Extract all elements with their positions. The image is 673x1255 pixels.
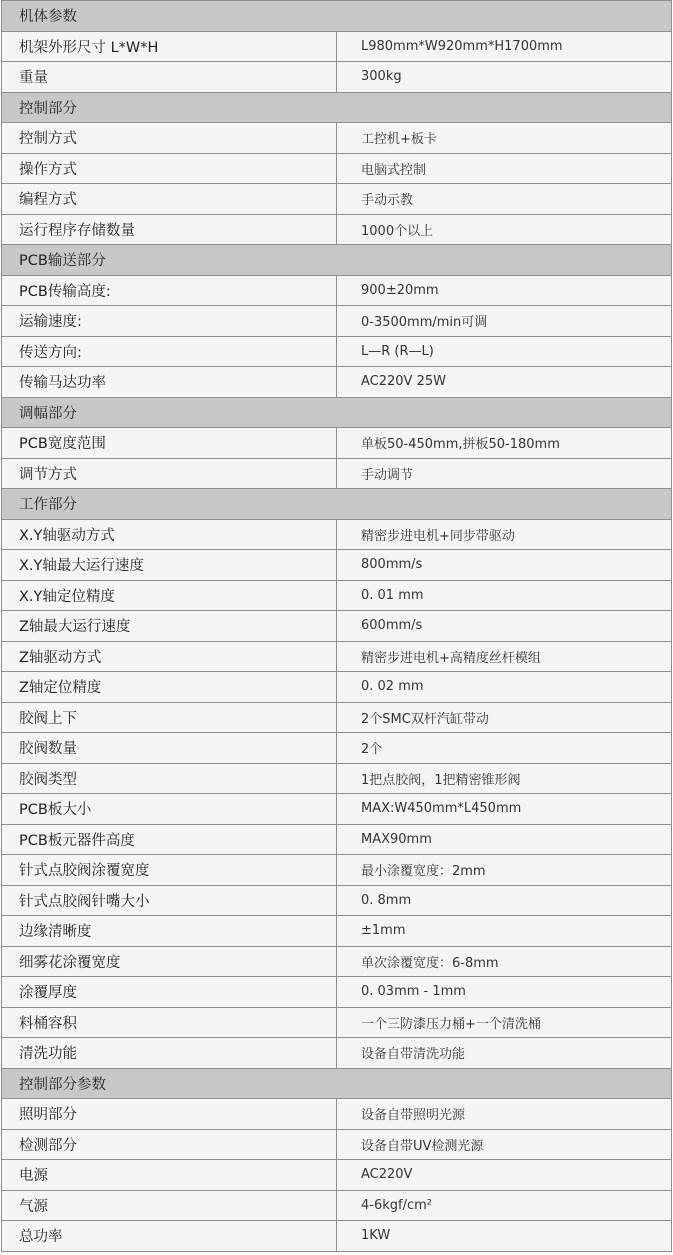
spec-label: 针式点胶阀针嘴大小 xyxy=(2,885,337,916)
section-header-row xyxy=(2,92,672,123)
spec-row xyxy=(2,62,672,93)
spec-label: 涂覆厚度 xyxy=(2,977,337,1008)
spec-label: PCB传输高度: xyxy=(2,275,337,306)
spec-row xyxy=(2,1221,672,1252)
spec-row xyxy=(2,367,672,398)
spec-label: PCB板大小 xyxy=(2,794,337,825)
spec-value: 900±20mm xyxy=(337,275,672,306)
spec-row xyxy=(2,733,672,764)
spec-label: 边缘清晰度 xyxy=(2,916,337,947)
spec-label: 操作方式 xyxy=(2,153,337,184)
spec-value: AC220V 25W xyxy=(337,367,672,398)
spec-label: 运输速度: xyxy=(2,306,337,337)
spec-row xyxy=(2,1190,672,1221)
spec-table-body xyxy=(2,1,672,1252)
spec-value: 1把点胶阀，1把精密锥形阀 xyxy=(337,763,672,794)
spec-value: 800mm/s xyxy=(337,550,672,581)
spec-value: 2个 xyxy=(337,733,672,764)
spec-row xyxy=(2,31,672,62)
spec-value: ±1mm xyxy=(337,916,672,947)
spec-label: 胶阀类型 xyxy=(2,763,337,794)
spec-value: 1000个以上 xyxy=(337,214,672,245)
spec-table xyxy=(1,0,672,1252)
spec-row xyxy=(2,428,672,459)
spec-value: 设备自带照明光源 xyxy=(337,1099,672,1130)
spec-value: 精密步进电机+高精度丝杆模组 xyxy=(337,641,672,672)
spec-row xyxy=(2,214,672,245)
spec-value: 300kg xyxy=(337,62,672,93)
spec-label: 针式点胶阀涂覆宽度 xyxy=(2,855,337,886)
spec-value: 手动示教 xyxy=(337,184,672,215)
spec-row xyxy=(2,306,672,337)
section-title: PCB输送部分 xyxy=(2,245,672,276)
spec-label: Z轴定位精度 xyxy=(2,672,337,703)
spec-value: L—R (R—L) xyxy=(337,336,672,367)
spec-value: 电脑式控制 xyxy=(337,153,672,184)
spec-value: 工控机+板卡 xyxy=(337,123,672,154)
spec-row xyxy=(2,458,672,489)
spec-row xyxy=(2,855,672,886)
spec-value: MAX90mm xyxy=(337,824,672,855)
spec-row xyxy=(2,1038,672,1069)
spec-value: AC220V xyxy=(337,1160,672,1191)
spec-label: 气源 xyxy=(2,1190,337,1221)
spec-value: 一个三防漆压力桶+一个清洗桶 xyxy=(337,1007,672,1038)
spec-value: 手动调节 xyxy=(337,458,672,489)
spec-row xyxy=(2,153,672,184)
spec-row xyxy=(2,275,672,306)
spec-row xyxy=(2,1160,672,1191)
spec-value: MAX:W450mm*L450mm xyxy=(337,794,672,825)
spec-row xyxy=(2,824,672,855)
spec-label: 总功率 xyxy=(2,1221,337,1252)
spec-value: 600mm/s xyxy=(337,611,672,642)
spec-row xyxy=(2,977,672,1008)
spec-row xyxy=(2,916,672,947)
spec-row xyxy=(2,1099,672,1130)
spec-label: 清洗功能 xyxy=(2,1038,337,1069)
spec-label: 电源 xyxy=(2,1160,337,1191)
spec-row xyxy=(2,580,672,611)
section-title: 调幅部分 xyxy=(2,397,672,428)
section-header-row xyxy=(2,1068,672,1099)
spec-value: 0. 03mm - 1mm xyxy=(337,977,672,1008)
section-title: 工作部分 xyxy=(2,489,672,520)
spec-label: PCB宽度范围 xyxy=(2,428,337,459)
section-title: 机体参数 xyxy=(2,1,672,32)
spec-value: 精密步进电机+同步带驱动 xyxy=(337,519,672,550)
spec-row xyxy=(2,672,672,703)
section-header-row xyxy=(2,1,672,32)
spec-label: 机架外形尺寸 L*W*H xyxy=(2,31,337,62)
spec-value: 单板50-450mm,拼板50-180mm xyxy=(337,428,672,459)
spec-row xyxy=(2,336,672,367)
spec-value: 单次涂覆宽度：6-8mm xyxy=(337,946,672,977)
section-header-row xyxy=(2,245,672,276)
spec-value: 0. 02 mm xyxy=(337,672,672,703)
spec-row xyxy=(2,1007,672,1038)
spec-label: 调节方式 xyxy=(2,458,337,489)
spec-value: 0. 8mm xyxy=(337,885,672,916)
spec-value: 设备自带UV检测光源 xyxy=(337,1129,672,1160)
spec-value: 2个SMC双杆汽缸带动 xyxy=(337,702,672,733)
spec-label: 细雾花涂覆宽度 xyxy=(2,946,337,977)
spec-label: Z轴最大运行速度 xyxy=(2,611,337,642)
spec-label: 控制方式 xyxy=(2,123,337,154)
spec-label: 编程方式 xyxy=(2,184,337,215)
section-title: 控制部分参数 xyxy=(2,1068,672,1099)
spec-label: 照明部分 xyxy=(2,1099,337,1130)
spec-label: 胶阀上下 xyxy=(2,702,337,733)
spec-label: 运行程序存储数量 xyxy=(2,214,337,245)
spec-value: L980mm*W920mm*H1700mm xyxy=(337,31,672,62)
section-title: 控制部分 xyxy=(2,92,672,123)
spec-row xyxy=(2,1129,672,1160)
spec-row xyxy=(2,641,672,672)
spec-label: Z轴驱动方式 xyxy=(2,641,337,672)
spec-row xyxy=(2,611,672,642)
spec-label: X.Y轴定位精度 xyxy=(2,580,337,611)
spec-row xyxy=(2,946,672,977)
spec-row xyxy=(2,519,672,550)
spec-row xyxy=(2,123,672,154)
spec-row xyxy=(2,550,672,581)
spec-value: 1KW xyxy=(337,1221,672,1252)
spec-label: 传输马达功率 xyxy=(2,367,337,398)
spec-row xyxy=(2,184,672,215)
spec-label: X.Y轴最大运行速度 xyxy=(2,550,337,581)
spec-label: 检测部分 xyxy=(2,1129,337,1160)
spec-value: 4-6kgf/cm² xyxy=(337,1190,672,1221)
spec-row xyxy=(2,794,672,825)
spec-value: 0. 01 mm xyxy=(337,580,672,611)
spec-label: 传送方向: xyxy=(2,336,337,367)
spec-label: 料桶容积 xyxy=(2,1007,337,1038)
spec-label: X.Y轴驱动方式 xyxy=(2,519,337,550)
spec-label: PCB板元器件高度 xyxy=(2,824,337,855)
spec-label: 胶阀数量 xyxy=(2,733,337,764)
spec-row xyxy=(2,702,672,733)
spec-value: 0-3500mm/min可调 xyxy=(337,306,672,337)
section-header-row xyxy=(2,489,672,520)
spec-row xyxy=(2,885,672,916)
spec-value: 最小涂覆宽度：2mm xyxy=(337,855,672,886)
spec-label: 重量 xyxy=(2,62,337,93)
spec-value: 设备自带清洗功能 xyxy=(337,1038,672,1069)
section-header-row xyxy=(2,397,672,428)
spec-row xyxy=(2,763,672,794)
